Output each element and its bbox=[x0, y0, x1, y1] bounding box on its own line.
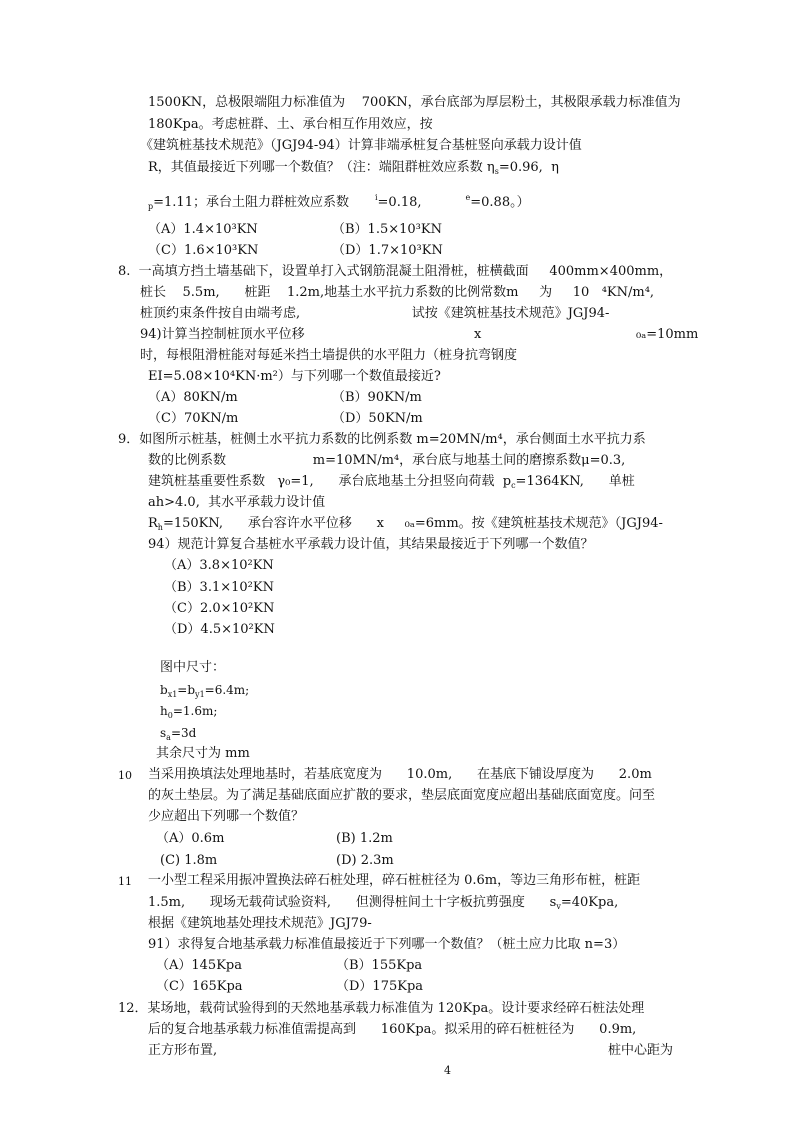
q9-line-3-text-b: =1364KN, 单桩 bbox=[515, 474, 635, 489]
q11-option-c: （C）165Kpa bbox=[156, 979, 243, 994]
q7-line-5-text-b: =0.18, bbox=[377, 195, 422, 210]
q8-option-a: （A）80KN/m bbox=[148, 390, 238, 405]
q10-option-c: (C) 1.8m bbox=[160, 853, 218, 868]
q7-line-5 bbox=[148, 190, 530, 212]
q7-eta-s-sub: s bbox=[494, 167, 499, 176]
q8-line-3: 桩顶约束条件按自由端考虑, 试按《建筑桩基技术规范》JGJ94- bbox=[140, 306, 610, 321]
q11-line-2-text: 1.5m, 现场无载荷试验资料, 但测得桩间土十字板抗剪强度 s bbox=[148, 895, 557, 910]
q9-figure-b bbox=[160, 682, 249, 703]
q9-rh-letter: R bbox=[148, 516, 158, 531]
q8-line-4-x: x bbox=[474, 327, 482, 342]
q9-figure-h bbox=[160, 703, 217, 724]
q10-line-1: 当采用换填法处理地基时，若基底宽度为 10.0m, 在基底下铺设厚度为 2.0m bbox=[148, 767, 652, 782]
q9-line-3 bbox=[148, 474, 635, 494]
q11-line-1: 一小型工程采用振冲置换法碎石桩处理，碎石桩桩径为 0.6m，等边三角形布桩，桩距 bbox=[148, 873, 641, 888]
q9-h-letter: h bbox=[160, 704, 168, 718]
q9-option-a: （A）3.8×10²KN bbox=[164, 558, 274, 573]
q9-option-c: （C）2.0×10²KN bbox=[164, 601, 275, 616]
q10-line-2: 的灰土垫层。为了满足基础底面应扩散的要求，垫层底面宽度应超出基础底面宽度。问至 bbox=[148, 788, 656, 803]
q8-line-4-value: ₀ₐ=10mm bbox=[636, 327, 699, 342]
q9-line-6: 94）规范计算复合基桩水平承载力设计值，其结果最接近于下列哪一个数值？ bbox=[148, 537, 594, 552]
q9-by1-sub: y1 bbox=[195, 690, 205, 699]
q7-line-4 bbox=[148, 160, 559, 180]
q9-b-value: =6.4m; bbox=[204, 683, 250, 697]
q8-line-4 bbox=[140, 327, 305, 343]
q9-s-letter: s bbox=[160, 726, 167, 740]
page-number: 4 bbox=[444, 1064, 451, 1077]
q7-eta-p-sub: p bbox=[148, 202, 154, 211]
q7-line-4-text: R，其值最接近下列哪一个数值？（注：端阻群桩效应系数 η bbox=[148, 160, 495, 175]
q11-line-3: 根据《建筑地基处理技术规范》JGJ79- bbox=[148, 916, 372, 931]
q9-figure-units: 其余尺寸为 mm bbox=[156, 746, 250, 761]
q11-sv-sub: v bbox=[556, 902, 561, 911]
q9-option-b: （B）3.1×10²KN bbox=[164, 580, 274, 595]
q7-line-2: 180Kpa。考虑桩群、土、承台相互作用效应，按 bbox=[148, 117, 433, 132]
q7-eta-e-sup: e bbox=[465, 193, 471, 202]
q9-line-3-text: 建筑桩基重要性系数 γ₀=1, 承台底地基土分担竖向荷载 p bbox=[148, 474, 512, 489]
q9-option-d: （D）4.5×10²KN bbox=[164, 622, 275, 637]
q9-line-4: ah>4.0, 其水平承载力设计值 bbox=[148, 495, 326, 510]
q7-line-3: 《建筑桩基技术规范》（JGJ94-94）计算非端承桩复合基桩竖向承载力设计值 bbox=[140, 138, 582, 153]
q9-line-5 bbox=[148, 516, 663, 536]
q10-option-d: (D) 2.3m bbox=[336, 853, 394, 868]
q11-option-a: （A）145Kpa bbox=[156, 958, 242, 973]
q9-bx1-sub: x1 bbox=[167, 690, 178, 699]
q8-line-1: 8. 一高填方挡土墙基础下，设置单打入式钢筋混凝土阻滑桩，桩横截面 400mm×400mm， bbox=[118, 264, 673, 279]
q7-eta-i-sup: i bbox=[374, 193, 378, 202]
q11-option-b: （B）155Kpa bbox=[336, 958, 423, 973]
q8-option-b: （B）90KN/m bbox=[332, 390, 422, 405]
q9-figure-s bbox=[160, 725, 196, 746]
q9-line-5-text: =150KN, 承台容许水平位移 x ₀ₐ=6mm。按《建筑桩基技术规范》（JGJ94- bbox=[162, 516, 663, 531]
q11-line-2-value: =40Kpa, bbox=[560, 895, 619, 910]
q12-line-2: 后的复合地基承载力标准值需提高到 160Kpa。拟采用的碎石桩桩径为 0.9m, bbox=[148, 1022, 637, 1037]
q10-option-b: (B) 1.2m bbox=[336, 831, 393, 846]
q7-option-b: （B）1.5×10³KN bbox=[332, 222, 442, 237]
q9-rh-sub: h bbox=[157, 523, 163, 532]
q9-h-value: =1.6m; bbox=[172, 704, 218, 718]
q9-line-2: 数的比例系数 m=10MN/m⁴，承台底与地基土间的磨擦系数μ=0.3, bbox=[148, 453, 626, 468]
q9-b-mid: =b bbox=[177, 683, 196, 697]
q9-s-sub: a bbox=[166, 733, 171, 742]
q7-option-a: （A）1.4×10³KN bbox=[148, 222, 258, 237]
q9-b-letter: b bbox=[160, 683, 168, 697]
q10-number: 10 bbox=[118, 769, 132, 782]
q7-line-1: 1500KN，总极限端阻力标准值为 700KN，承台底部为厚层粉土，其极限承载力标准值为 bbox=[148, 95, 681, 110]
q11-number: 11 bbox=[118, 875, 132, 888]
q8-line-5: 时，每根阻滑桩能对每延米挡土墙提供的水平阻力（桩身抗弯钢度 bbox=[140, 348, 518, 363]
q11-line-4: 91）求得复合地基承载力标准值最接近于下列哪一个数值？（桩土应力比取 n=3） bbox=[148, 937, 626, 952]
q9-line-1: 9．如图所示桩基，桩侧土水平抗力系数的比例系数 m=20MN/m⁴，承台侧面土水平抗力系 bbox=[118, 432, 646, 447]
q7-line-5-text: =1.11；承台土阻力群桩效应系数 bbox=[153, 195, 349, 210]
q12-line-3: 正方形布置, bbox=[148, 1043, 218, 1058]
q9-s-value: =3d bbox=[170, 726, 197, 740]
q9-h-sub: 0 bbox=[167, 711, 173, 720]
q8-line-2: 桩长 5.5m, 桩距 1.2m,地基土水平抗力系数的比例常数m 为 10 ⁴KN/m⁴, bbox=[140, 285, 655, 300]
q8-option-d: （D）50KN/m bbox=[332, 411, 423, 426]
q9-pc-sub: c bbox=[511, 481, 516, 490]
q7-option-c: （C）1.6×10³KN bbox=[148, 243, 259, 258]
q12-line-3-end: 桩中心距为 bbox=[608, 1043, 674, 1058]
q11-line-2 bbox=[148, 895, 618, 915]
q8-line-4-text: 94)计算当控制桩顶水平位移 bbox=[140, 327, 305, 342]
q10-line-3: 少应超出下列哪一个数值？ bbox=[148, 809, 305, 824]
q7-line-5-text-c: =0.88。） bbox=[470, 195, 530, 210]
q7-line-4-text-b: =0.96, η bbox=[498, 160, 559, 175]
q10-option-a: （A）0.6m bbox=[156, 831, 225, 846]
q7-option-d: （D）1.7×10³KN bbox=[332, 243, 443, 258]
q12-line-1: 12．某场地，载荷试验得到的天然地基承载力标准值为 120Kpa。设计要求经碎石桩法处理 bbox=[118, 1001, 645, 1016]
q8-option-c: （C）70KN/m bbox=[148, 411, 239, 426]
q11-option-d: （D）175Kpa bbox=[336, 979, 424, 994]
q9-figure-title: 图中尺寸： bbox=[160, 660, 226, 675]
q8-line-6: EI=5.08×10⁴KN·m²）与下列哪一个数值最接近? bbox=[148, 369, 441, 384]
